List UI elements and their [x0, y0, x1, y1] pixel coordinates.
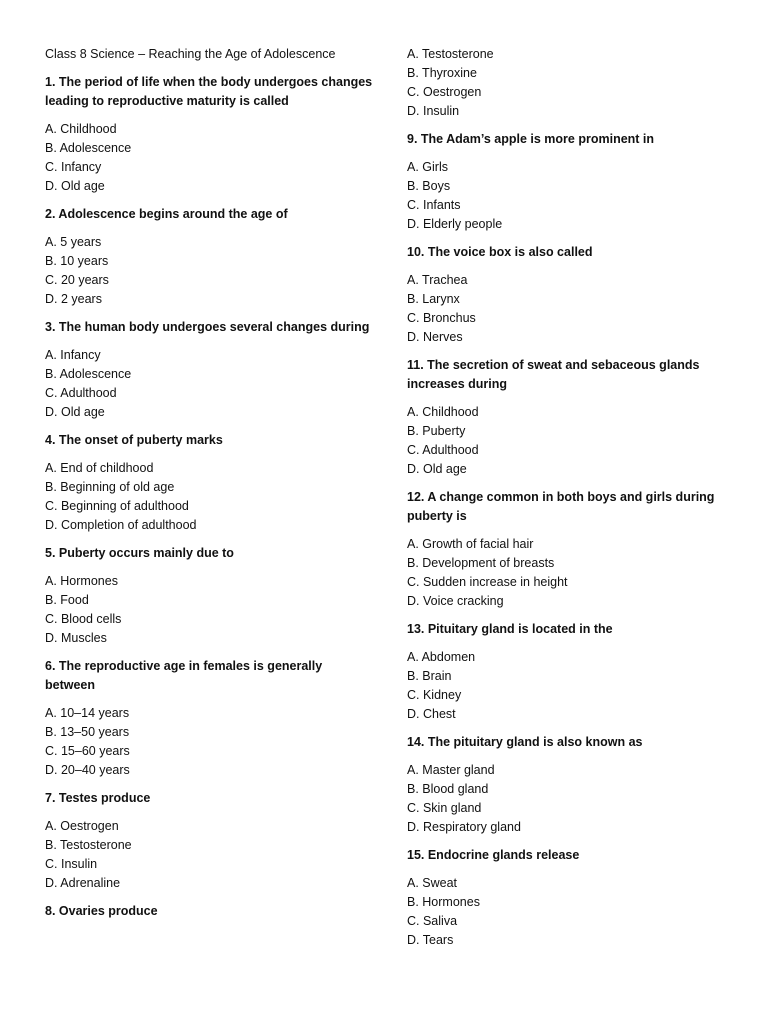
- answer-option: D. Tears: [407, 933, 454, 947]
- answer-option: D. Completion of adulthood: [45, 518, 197, 532]
- question-block: [45, 431, 375, 535]
- answer-option: D. Old age: [407, 462, 467, 476]
- question-text: 11. The secretion of sweat and sebaceous glands increases during: [407, 358, 700, 391]
- answer-option: C. Kidney: [407, 688, 462, 702]
- option-list: [45, 817, 375, 893]
- answer-option: B. Boys: [407, 179, 451, 193]
- answer-option: A. 10–14 years: [45, 706, 130, 720]
- question-text: 13. Pituitary gland is located in the: [407, 622, 613, 636]
- answer-option: C. Skin gland: [407, 801, 482, 815]
- answer-option: D. Old age: [45, 179, 105, 193]
- answer-option: B. Beginning of old age: [45, 480, 175, 494]
- answer-option: B. Larynx: [407, 292, 460, 306]
- answer-option: C. Infancy: [45, 160, 102, 174]
- answer-option: B. Thyroxine: [407, 66, 477, 80]
- question-block: [407, 733, 727, 837]
- answer-option: D. Muscles: [45, 631, 107, 645]
- answer-option: A. 5 years: [45, 235, 102, 249]
- answer-option: C. 15–60 years: [45, 744, 130, 758]
- answer-option: C. Oestrogen: [407, 85, 482, 99]
- left-column: [45, 45, 375, 930]
- answer-option: A. Hormones: [45, 574, 118, 588]
- answer-option: B. Blood gland: [407, 782, 489, 796]
- answer-option: A. Trachea: [407, 273, 468, 287]
- question-text: 3. The human body undergoes several changes during: [45, 320, 370, 334]
- option-list: [407, 403, 727, 479]
- question-block: [45, 902, 375, 921]
- answer-option: A. Infancy: [45, 348, 101, 362]
- answer-option: B. Adolescence: [45, 141, 132, 155]
- answer-option: A. Master gland: [407, 763, 495, 777]
- option-list: [45, 459, 375, 535]
- question-block: [45, 789, 375, 893]
- option-list: [45, 346, 375, 422]
- answer-option: B. Food: [45, 593, 89, 607]
- answer-option: B. Brain: [407, 669, 452, 683]
- option-list: [45, 704, 375, 780]
- question-block: [407, 356, 727, 479]
- answer-option: D. 20–40 years: [45, 763, 130, 777]
- answer-option: A. Growth of facial hair: [407, 537, 534, 551]
- left-question-list: [45, 73, 375, 921]
- question-block: [45, 205, 375, 309]
- option-list: [407, 158, 727, 234]
- answer-option: B. 10 years: [45, 254, 109, 268]
- carryover-options: [407, 45, 727, 121]
- question-text: 14. The pituitary gland is also known as: [407, 735, 643, 749]
- question-text: 8. Ovaries produce: [45, 904, 158, 918]
- answer-option: C. 20 years: [45, 273, 109, 287]
- answer-option: D. Insulin: [407, 104, 460, 118]
- answer-option: C. Blood cells: [45, 612, 122, 626]
- question-block: [45, 318, 375, 422]
- option-list: [45, 120, 375, 196]
- right-question-list: [407, 130, 727, 950]
- question-block: [407, 620, 727, 724]
- question-text: 2. Adolescence begins around the age of: [45, 207, 288, 221]
- question-text: 10. The voice box is also called: [407, 245, 593, 259]
- question-block: [407, 243, 727, 347]
- option-list: [407, 271, 727, 347]
- answer-option: B. Puberty: [407, 424, 466, 438]
- answer-option: D. Adrenaline: [45, 876, 121, 890]
- option-list: [407, 874, 727, 950]
- question-block: [45, 657, 375, 780]
- answer-option: D. Respiratory gland: [407, 820, 521, 834]
- answer-option: A. Testosterone: [407, 47, 494, 61]
- question-block: [407, 488, 727, 611]
- question-text: 6. The reproductive age in females is generally between: [45, 659, 323, 692]
- answer-option: C. Bronchus: [407, 311, 476, 325]
- answer-option: C. Saliva: [407, 914, 458, 928]
- question-text: 9. The Adam’s apple is more prominent in: [407, 132, 655, 146]
- answer-option: B. Adolescence: [45, 367, 132, 381]
- question-text: 4. The onset of puberty marks: [45, 433, 223, 447]
- question-text: 5. Puberty occurs mainly due to: [45, 546, 234, 560]
- answer-option: D. Old age: [45, 405, 105, 419]
- answer-option: A. Sweat: [407, 876, 458, 890]
- answer-option: C. Insulin: [45, 857, 98, 871]
- question-text: 1. The period of life when the body undergoes changes leading to reproductive maturity is called: [45, 75, 373, 108]
- answer-option: C. Infants: [407, 198, 461, 212]
- answer-option: A. End of childhood: [45, 461, 154, 475]
- question-block: [407, 130, 727, 234]
- answer-option: C. Adulthood: [45, 386, 117, 400]
- option-list: [407, 535, 727, 611]
- answer-option: B. Testosterone: [45, 838, 132, 852]
- question-text: 7. Testes produce: [45, 791, 151, 805]
- answer-option: A. Girls: [407, 160, 448, 174]
- answer-option: D. Voice cracking: [407, 594, 504, 608]
- answer-option: C. Beginning of adulthood: [45, 499, 189, 513]
- answer-option: D. Elderly people: [407, 217, 503, 231]
- answer-option: C. Adulthood: [407, 443, 479, 457]
- answer-option: A. Abdomen: [407, 650, 476, 664]
- answer-option: D. Nerves: [407, 330, 463, 344]
- question-block: [45, 544, 375, 648]
- option-list: [407, 761, 727, 837]
- option-list: [45, 233, 375, 309]
- answer-option: B. Hormones: [407, 895, 480, 909]
- answer-option: D. 2 years: [45, 292, 102, 306]
- answer-option: A. Oestrogen: [45, 819, 119, 833]
- option-list: [45, 572, 375, 648]
- question-block: [407, 846, 727, 950]
- option-list: [407, 648, 727, 724]
- answer-option: C. Sudden increase in height: [407, 575, 568, 589]
- question-text: 12. A change common in both boys and girls during puberty is: [407, 490, 715, 523]
- right-column: [407, 45, 727, 959]
- answer-option: D. Chest: [407, 707, 456, 721]
- answer-option: B. Development of breasts: [407, 556, 555, 570]
- answer-option: B. 13–50 years: [45, 725, 130, 739]
- question-text: 15. Endocrine glands release: [407, 848, 580, 862]
- question-block: [45, 73, 375, 196]
- worksheet-title: Class 8 Science – Reaching the Age of Adolescence: [45, 47, 336, 61]
- answer-option: A. Childhood: [407, 405, 479, 419]
- answer-option: A. Childhood: [45, 122, 117, 136]
